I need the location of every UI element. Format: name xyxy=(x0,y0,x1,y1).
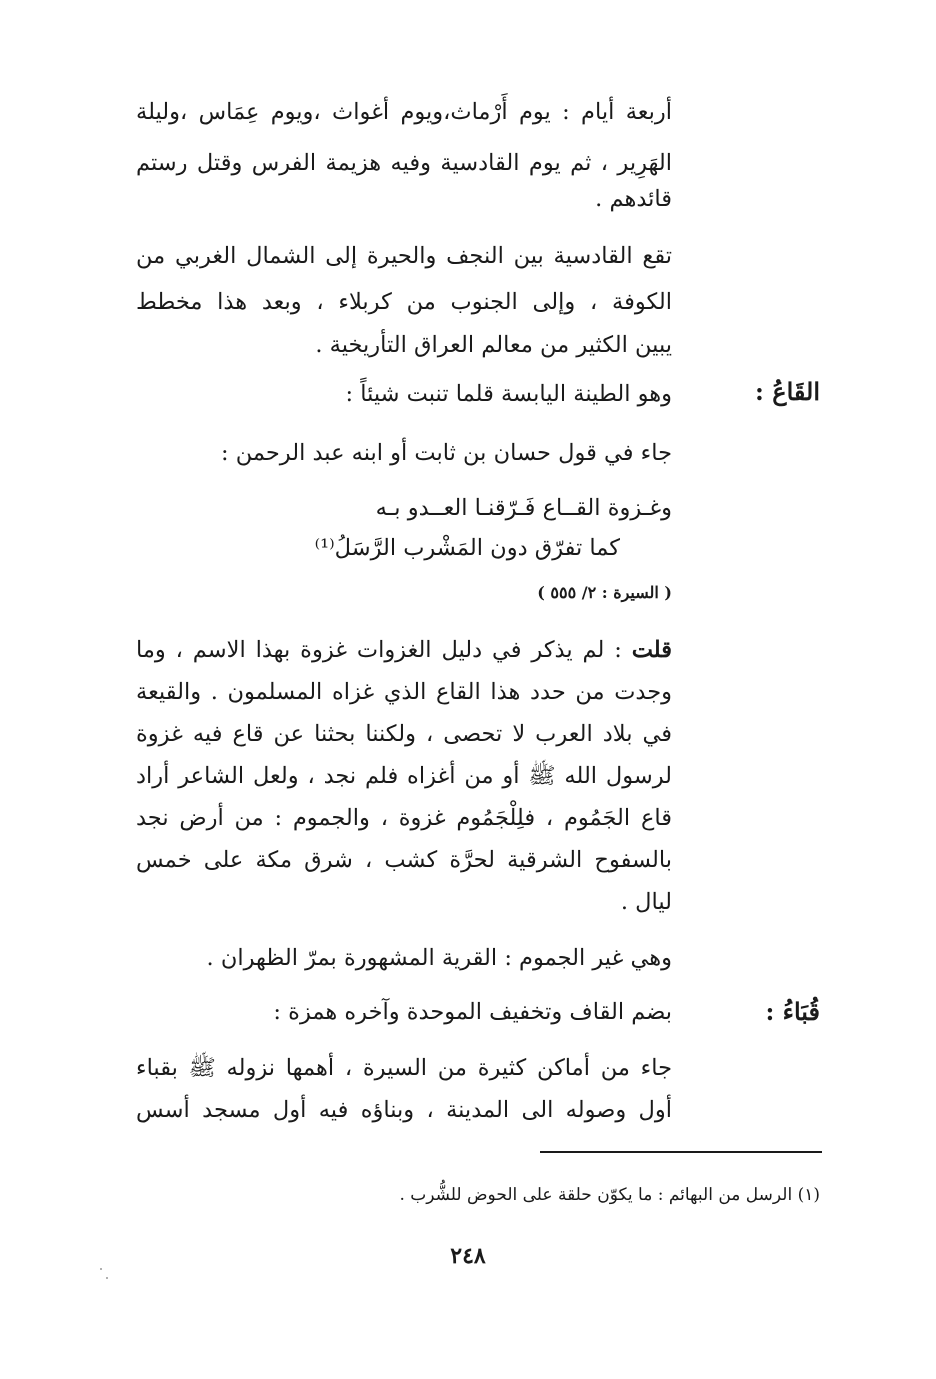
verse-line: كما تفرّق دون المَشْرب الرَّسَلُ⁽¹⁾ xyxy=(314,535,620,561)
text-line: ليال . xyxy=(620,889,672,915)
text-line: وهي غير الجموم : القرية المشهورة بمرّ الظهران . xyxy=(206,945,672,971)
entry-headword: القَاعُ : xyxy=(755,377,820,406)
text-line: قائدهم . xyxy=(595,186,672,212)
text-line: في بلاد العرب لا تحصى ، ولكننا بحثنا عن قاع فيه غزوة xyxy=(136,721,672,747)
text-line: قاع الجَمُوم ، فلِلْجَمُوم غزوة ، والجموم : من أرض نجد xyxy=(136,805,672,831)
scan-speck xyxy=(100,1268,102,1270)
page-number: ٢٤٨ xyxy=(450,1243,486,1269)
footnote: (١) الرسل من البهائم : ما يكوّن حلقة على الحوض للشُّرب . xyxy=(399,1185,820,1205)
text-line: أربعة أيام : يوم أَرْماث،ويوم أغواث ،ويوم عِمَاس ،وليلة xyxy=(136,99,672,125)
text-line: يبين الكثير من معالم العراق التأريخية . xyxy=(315,332,672,358)
verse-line: وغـزوة القــاع فَـرّقنـا العــدو بـه xyxy=(375,495,672,521)
text-line: بالسفوح الشرقية لحرَّة كشب ، شرق مكة على خمس xyxy=(136,847,672,873)
entry-definition: بضم القاف وتخفيف الموحدة وآخره همزة : xyxy=(273,999,672,1025)
text-line: الهَرِير ، ثم يوم القادسية وفيه هزيمة الفرس وقتل رستم xyxy=(136,150,672,176)
text-line: أول وصوله الى المدينة ، وبناؤه فيه أول مسجد أسس xyxy=(136,1097,672,1123)
footnote-separator xyxy=(540,1151,822,1153)
text-line: جاء من أماكن كثيرة من السيرة ، أهمها نزوله ﷺ بقباء xyxy=(136,1055,672,1081)
text-line: جاء في قول حسان بن ثابت أو ابنه عبد الرحمن : xyxy=(221,440,672,466)
text-line: تقع القادسية بين النجف والحيرة إلى الشمال الغربي من xyxy=(136,243,672,269)
qult-label: قلت xyxy=(631,637,672,663)
entry-headword: قُبَاءُ : xyxy=(765,997,820,1026)
text-line: وجدت من حدد هذا القاع الذي غزاه المسلمون . والقيعة xyxy=(136,679,672,705)
entry-definition: وهو الطينة اليابسة قلما تنبت شيئاً : xyxy=(345,381,672,407)
text-line: الكوفة ، وإلى الجنوب من كربلاء ، وبعد هذا مخطط xyxy=(136,289,672,315)
text-line xyxy=(136,628,672,672)
text-line: لرسول الله ﷺ أو من أغزاه فلم نجد ، ولعل الشاعر أراد xyxy=(136,763,672,789)
scan-speck xyxy=(106,1277,108,1279)
citation: ( السيرة : ٢/ ٥٥٥ ) xyxy=(537,583,672,602)
text-span: : لم يذكر في دليل الغزوات غزوة بهذا الاسم ، وما xyxy=(136,637,632,663)
